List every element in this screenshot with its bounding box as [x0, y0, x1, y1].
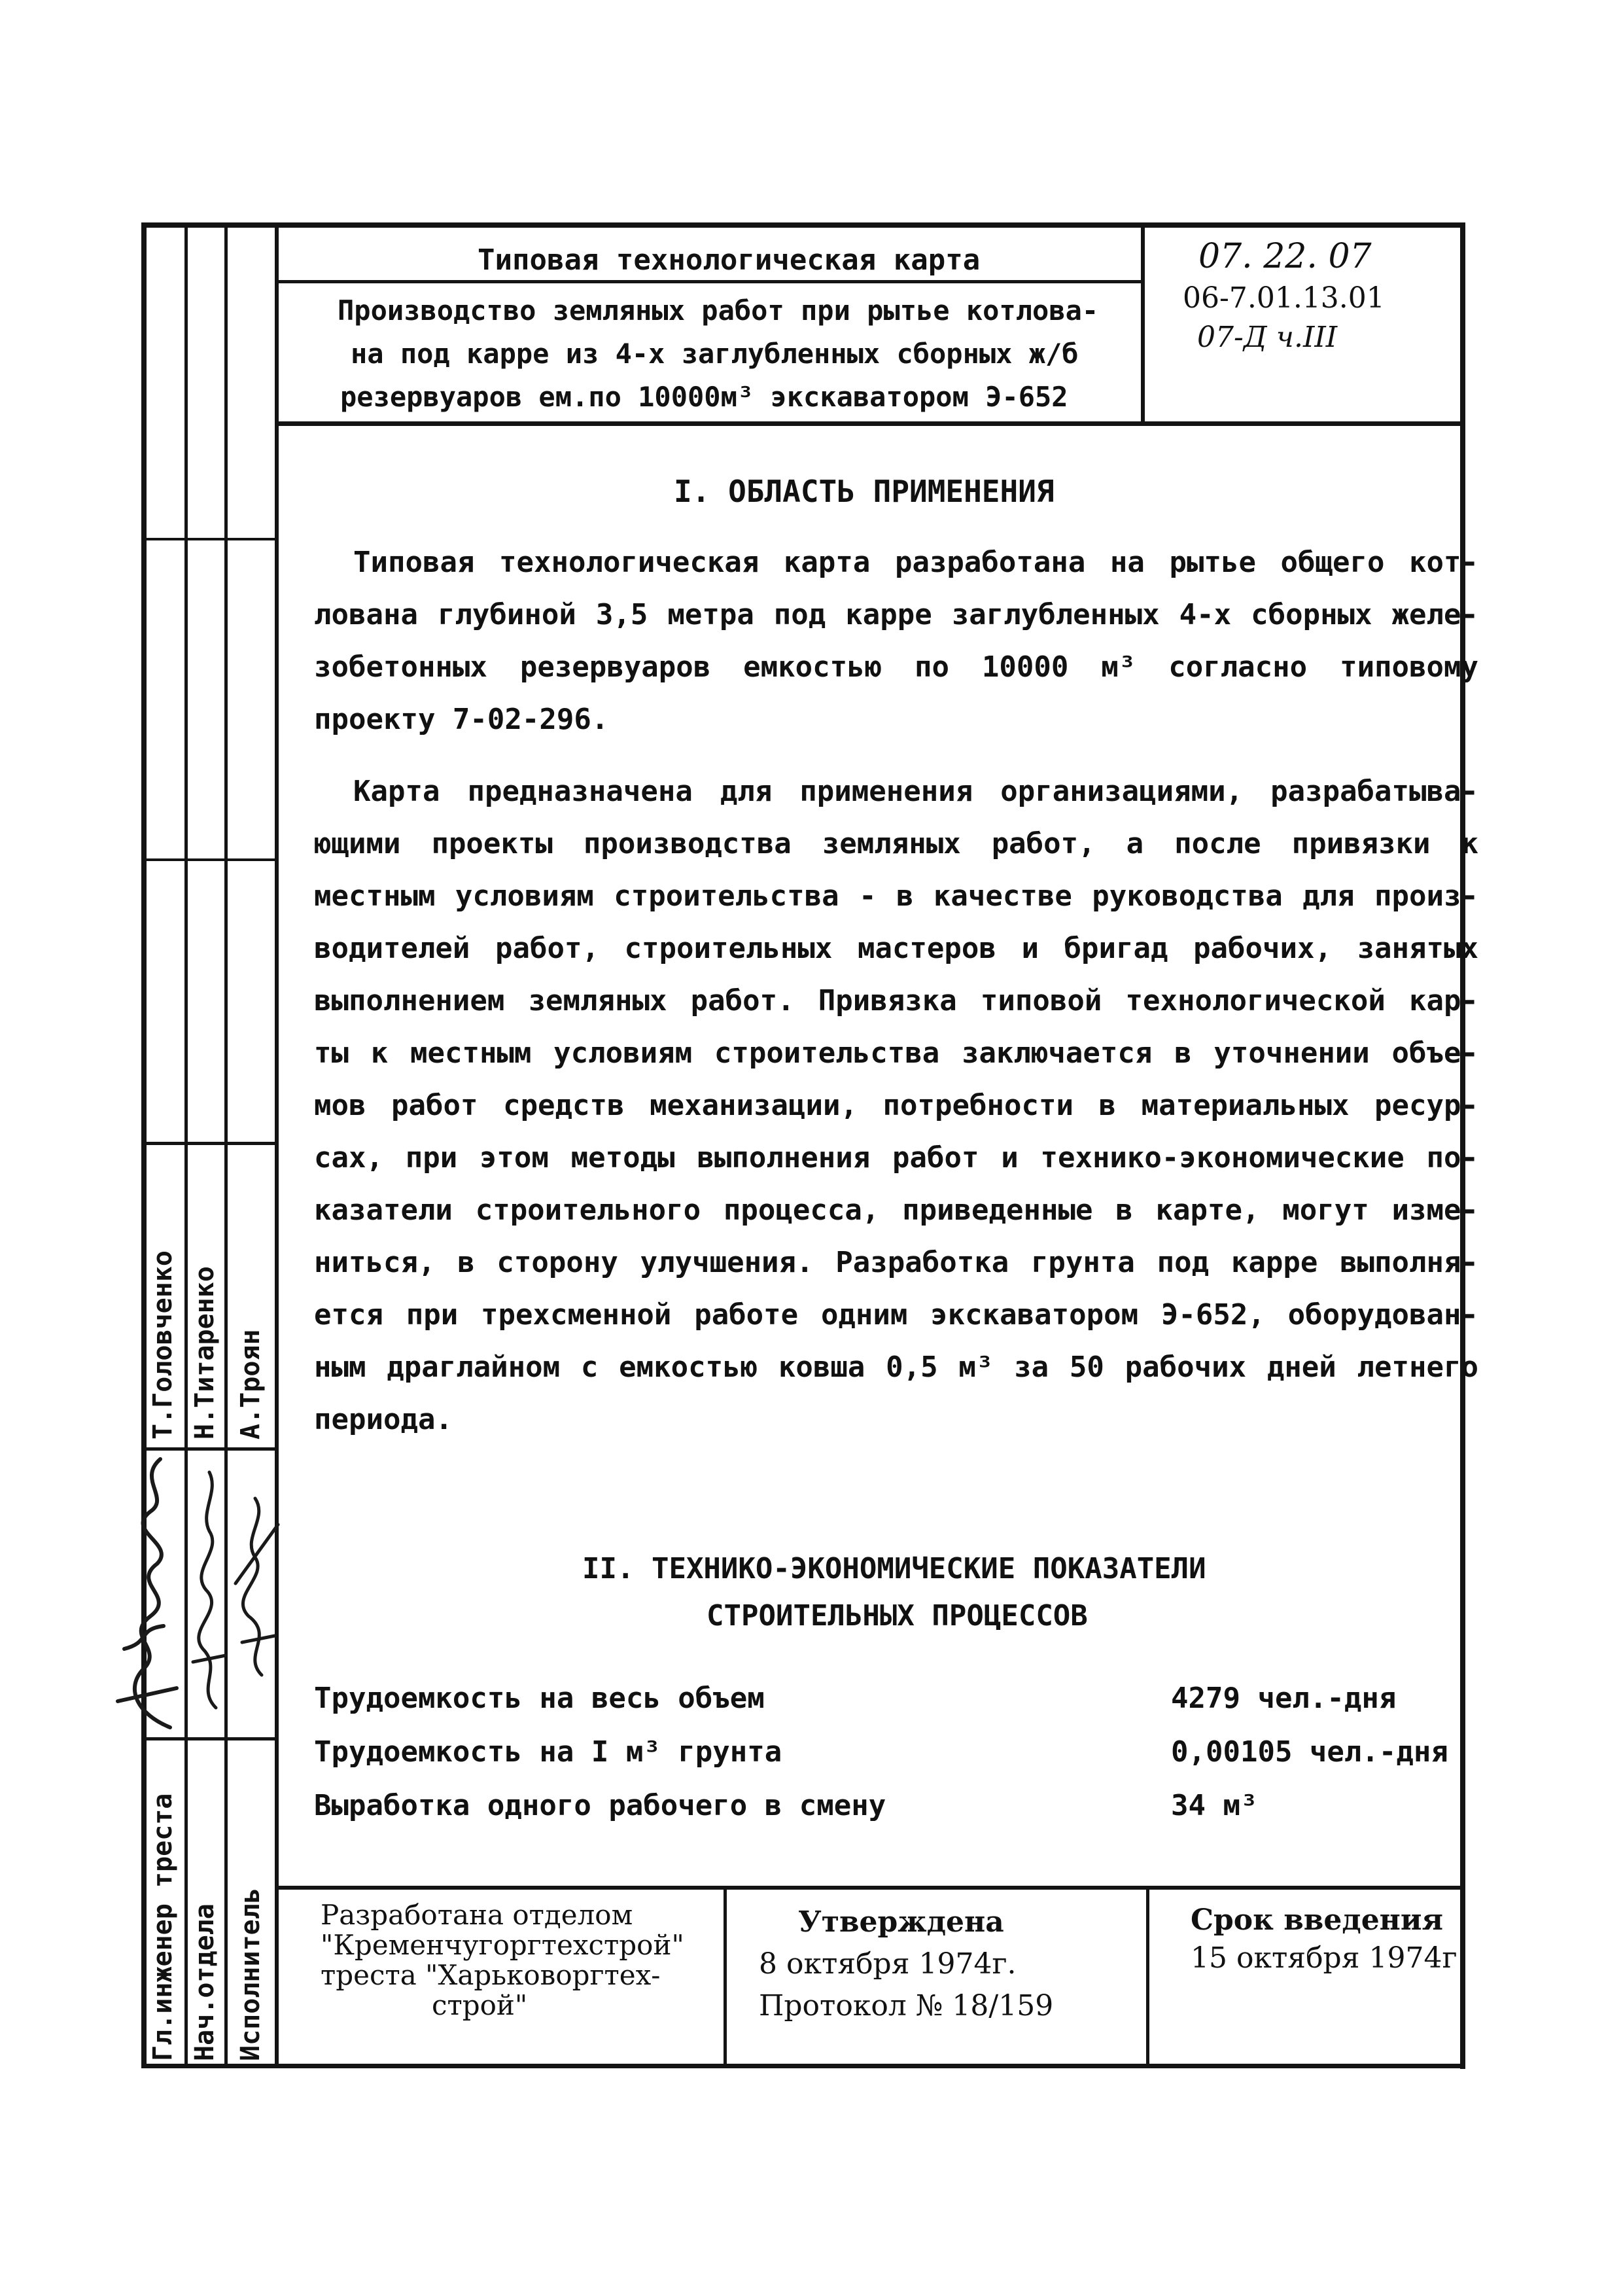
paragraph-line: выполнением земляных работ. Привязка типовой технологической кар- — [314, 984, 1478, 1017]
indicator-label: Выработка одного рабочего в смену — [314, 1789, 886, 1822]
card-subtitle-line: на под карре из 4-х заглубленных сборных ж/б — [351, 338, 1079, 370]
stamp-role-department-head: Нач.отдела — [190, 1903, 220, 2061]
stamp-role-chief-engineer: Гл.инженер треста — [148, 1793, 178, 2061]
effective-date-line: Срок введения — [1191, 1903, 1444, 1937]
approved-block — [759, 1901, 1053, 2027]
paragraph-line: мов работ средств механизации, потребности в материальных ресур- — [314, 1089, 1478, 1122]
stamp-role-executor: Исполнитель — [236, 1888, 266, 2061]
stamp-row-line-2 — [141, 858, 279, 861]
developed-by-line: треста "Харьковоргтех- — [321, 1959, 661, 1991]
bottom-block-top-line — [279, 1886, 1463, 1890]
indicator-label: Трудоемкость на весь объем — [314, 1682, 765, 1715]
indicator-value: 0,00105 чел.-дня — [1171, 1735, 1448, 1769]
card-subtitle — [338, 289, 1098, 419]
approved-line: Утверждена — [798, 1905, 1004, 1939]
paragraph-line: сах, при этом методы выполнения работ и технико-экономические по- — [314, 1141, 1478, 1174]
paragraph-line: Карта предназначена для применения организациями, разрабатыва- — [353, 775, 1478, 808]
indicator-row — [314, 1735, 1478, 1788]
paragraph-line: ется при трехсменной работе одним экскаватором Э-652, оборудован- — [314, 1298, 1478, 1332]
developed-by-line: Разработана отделом — [321, 1899, 633, 1931]
paragraph-line: периода. — [314, 1403, 453, 1436]
stamp-name-department-head: Н.Титаренко — [190, 1266, 220, 1439]
card-subtitle-line: Производство земляных работ при рытье котлова- — [338, 294, 1099, 327]
paragraph-line: ты к местным условиям строительства заключается в уточнении объе- — [314, 1036, 1478, 1070]
section-1-paragraph-1 — [314, 537, 1478, 746]
header-bottom-line — [279, 421, 1463, 426]
bottom-block-divider-2 — [1146, 1886, 1149, 2066]
paragraph-line: Типовая технологическая карта разработана на рытье общего кот- — [353, 546, 1478, 579]
stamp-name-chief-engineer: Т.Головченко — [148, 1250, 178, 1439]
stamp-row-line-1 — [141, 538, 279, 540]
frame-top-line — [141, 222, 1463, 228]
developed-by-line: "Кременчугоргтехстрой" — [321, 1929, 684, 1961]
paragraph-line: ниться, в сторону улучшения. Разработка грунта под карре выполня- — [314, 1246, 1478, 1279]
approved-line: 8 октября 1974г. — [759, 1947, 1017, 1981]
bottom-block-divider-1 — [724, 1886, 727, 2066]
card-code-handwritten-2: 07-Д ч.III — [1197, 321, 1338, 354]
stamp-row-line-3 — [141, 1142, 279, 1145]
header-title-underline — [279, 280, 1143, 283]
effective-date-line: 15 октября 1974г — [1191, 1941, 1457, 1975]
header-divider-vertical — [1141, 222, 1145, 424]
paragraph-line: ющими проекты производства земляных работ, а после привязки к — [314, 827, 1478, 860]
section-1-heading: I. ОБЛАСТЬ ПРИМЕНЕНИЯ — [674, 474, 1055, 509]
paragraph-line: водителей работ, строительных мастеров и бригад рабочих, занятых — [314, 932, 1478, 965]
card-code-handwritten: 07. 22. 07 — [1198, 237, 1372, 276]
section-2-heading-line-2: СТРОИТЕЛЬНЫХ ПРОЦЕССОВ — [707, 1599, 1088, 1633]
signature-executor — [229, 1485, 281, 1682]
indicator-row — [314, 1682, 1478, 1734]
effective-date-block — [1191, 1901, 1457, 1977]
indicator-value: 4279 чел.-дня — [1171, 1682, 1397, 1715]
developed-by-block — [321, 1900, 684, 2021]
card-subtitle-line: резервуаров ем.по 10000м³ экскаватором Э-652 — [340, 381, 1068, 413]
stamp-row-line-4 — [141, 1447, 279, 1451]
indicator-row — [314, 1789, 1478, 1841]
section-1-paragraph-2 — [314, 766, 1478, 1446]
card-title: Типовая технологическая карта — [478, 243, 981, 277]
indicator-label: Трудоемкость на I м³ грунта — [314, 1735, 782, 1769]
paragraph-line: казатели строительного процесса, приведенные в карте, могут изме- — [314, 1193, 1478, 1227]
card-code-number: 06-7.01.13.01 — [1183, 281, 1385, 315]
section-2-heading: II. ТЕХНИКО-ЭКОНОМИЧЕСКИЕ ПОКАЗАТЕЛИ — [582, 1552, 1206, 1585]
stamp-row-line-5 — [141, 1737, 279, 1740]
frame-bottom-line — [141, 2064, 1465, 2068]
paragraph-line: зобетонных резервуаров емкостью по 10000 м³ согласно типовому — [314, 650, 1478, 684]
indicator-value: 34 м³ — [1171, 1789, 1258, 1822]
paragraph-line: местным условиям строительства - в качестве руководства для произ- — [314, 879, 1478, 913]
stamp-name-executor: А.Троян — [236, 1329, 266, 1439]
approved-line: Протокол № 18/159 — [759, 1989, 1054, 2022]
signature-department-head — [190, 1466, 229, 1714]
paragraph-line: проекту 7-02-296. — [314, 703, 609, 736]
developed-by-line: строй" — [432, 1989, 528, 2021]
frame-left-line — [141, 222, 147, 2068]
signature-chief-engineer — [98, 1453, 187, 1734]
paragraph-line: ным драглайном с емкостью ковша 0,5 м³ за 50 рабочих дней летнего — [314, 1351, 1478, 1384]
paragraph-line: лована глубиной 3,5 метра под карре заглубленных 4-х сборных желе- — [314, 598, 1478, 631]
